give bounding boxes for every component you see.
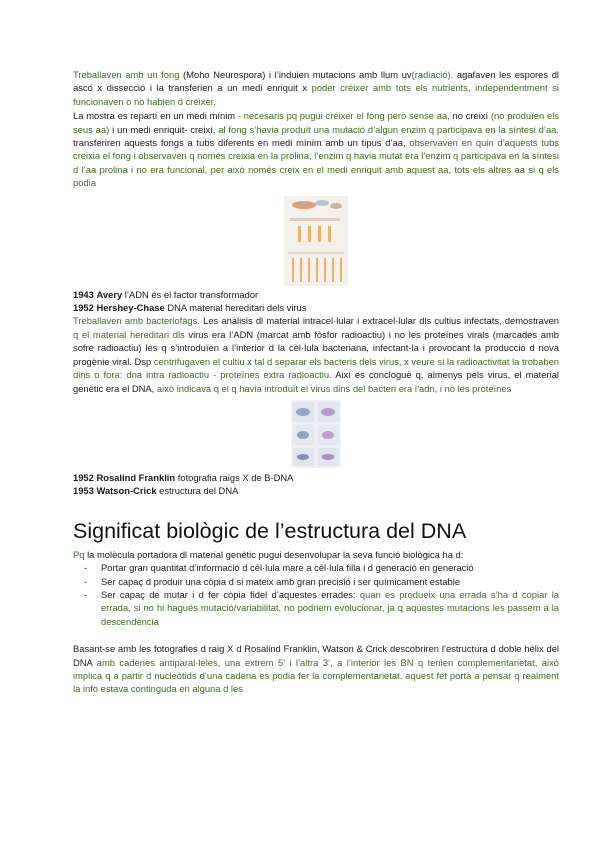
text-green: al fong s’havia produït una mutació d’algun enzim q participava en la síntesi d’aa. — [215, 123, 559, 135]
text-green: això indicava q el q havia introduït el virus dins del bacteri era l’adn, i no les proteïnes — [154, 382, 512, 394]
text-green: poder créixer amb tots els nutrients, independentment si funcionaven o no habien d créixer. — [73, 82, 559, 107]
text: virus era l’ADN (marcat amb fòsfor radioactiu) i no les proteïnes virals (marcades amb sofre radioactiu) les q s’introduïen a l’interior d la cèl·lula bacteriana, infectant-la i provocant la producció d nova progènie viral. Dsp — [73, 328, 559, 367]
requirements-list — [73, 561, 559, 628]
text-green: (no produïen els seus aa) — [73, 110, 559, 135]
history-avery: 1943 Avery l’ADN és el factor transformador — [73, 288, 259, 300]
list-item: - Ser capaç de mutar i d fer còpia fidel d’aquestes errades: quan es produeix una errada s’ha d copiar la errada, si no hi hagués mutació/variabilitat, no podriem evolucionar, ja q aquestes mutacions les passem a la descendència — [84, 588, 559, 627]
section-title: Significat biològic de l’estructura del DNA — [73, 518, 467, 543]
text-green: observaven en quin d’aquests tubs creixia el fong i observaven q només creixia en la prolina, l’enzim q havia mutat era l’enzim q participava en la síntesi d l’aa prolina i no era funcional, per això només creix en el medi enriquit amb aquest aa, tots els altres aa si q els podia — [73, 137, 559, 189]
paragraph-double-helix — [73, 642, 559, 696]
text: transferiren aquests fongs a tubs diferents en medi mínim amb un tipus d’aa, — [73, 137, 406, 149]
text-green: - necesaris pq pugui créixer el fong però sense aa, — [235, 110, 450, 122]
figure-beadle-tatum-image — [284, 196, 348, 286]
text-green: Treballaven amb un fong — [73, 69, 180, 80]
document-page — [73, 68, 559, 696]
text: Basant-se amb les fotografies d raig X d Rosalind Franklin, Watson & Crick descobriren l’estructura d doble hèlix del DNA — [73, 643, 559, 668]
history-watson-crick: 1953 Watson-Crick estructura del DNA — [73, 485, 239, 497]
figure-hershey-chase-image — [291, 400, 341, 468]
text-green: Treballaven amb bacteriofàgs. — [73, 315, 200, 327]
text: la molècula portadora dl material genètic pugui desenvolupar la seva funció biològica ha d: — [84, 548, 464, 560]
text: i un medi enriquit- creixí, — [109, 123, 216, 135]
text: Les anàlisis dl material intracel·lular i extracel·lular dls cultius infectats, demostraven — [199, 315, 560, 327]
text-green: q el material hereditari dls — [73, 328, 185, 340]
text-green: (radiació). — [411, 69, 454, 80]
history-hershey-chase: 1952 Hershey-Chase DNA material hereditari dels virus — [73, 302, 307, 314]
text: agafaven les espores dl ascó x dissecció i la transferien a un medi enriquit x — [73, 69, 559, 94]
text-green: quan es produeix una errada s’ha d copiar la errada, si no hi hagués mutació/variabilitat, no podriem evolucionar, ja q aquestes mutacions les passem a la descendència — [101, 588, 559, 627]
text: Així es concloguè q, almenys pels virus, el material genètic era el DNA, — [73, 369, 559, 394]
list-item: - Ser capaç d produir una còpia d si mateix amb gran precisió i ser químicament estable — [84, 575, 461, 587]
text-green: Pq — [73, 548, 85, 560]
text: no creixí — [449, 110, 489, 122]
text: La mostra es repartí en un medi mínim — [73, 110, 236, 122]
paragraph-requirements-intro — [73, 548, 559, 561]
list-item: - Portar gran quantitat d’informació d cèl·lula mare a cèl·lula filla i d generació en generació — [84, 562, 474, 574]
paragraph-fungus-experiment — [73, 68, 559, 108]
text-green: amb cadenes antiparal·leles, una extrem 5’ i l’altra 3’, a l’interior les BN q tenien complementarietat, això implica q a partir d nucleòtids d’una cadena es podia fer la complementarietat. aquest fet portà a pensar q realment la info estava continguda en alguna d les — [73, 656, 559, 695]
history-franklin: 1952 Rosalind Franklin fotografia raigs X de B-DNA — [73, 471, 294, 483]
paragraph-minimal-medium — [73, 109, 559, 189]
text: (Moho Neurospora) i l’induien mutacions amb llum uv — [179, 69, 412, 80]
text-green: centrifugaven el cultiu x tal d separar els bacteris dels virus, x veure si la radioactivitat la trobaben dins o fora: dna intra radioactiu - proteïnes extra radioactiu. — [73, 355, 559, 381]
paragraph-bacteriophage — [73, 314, 559, 394]
